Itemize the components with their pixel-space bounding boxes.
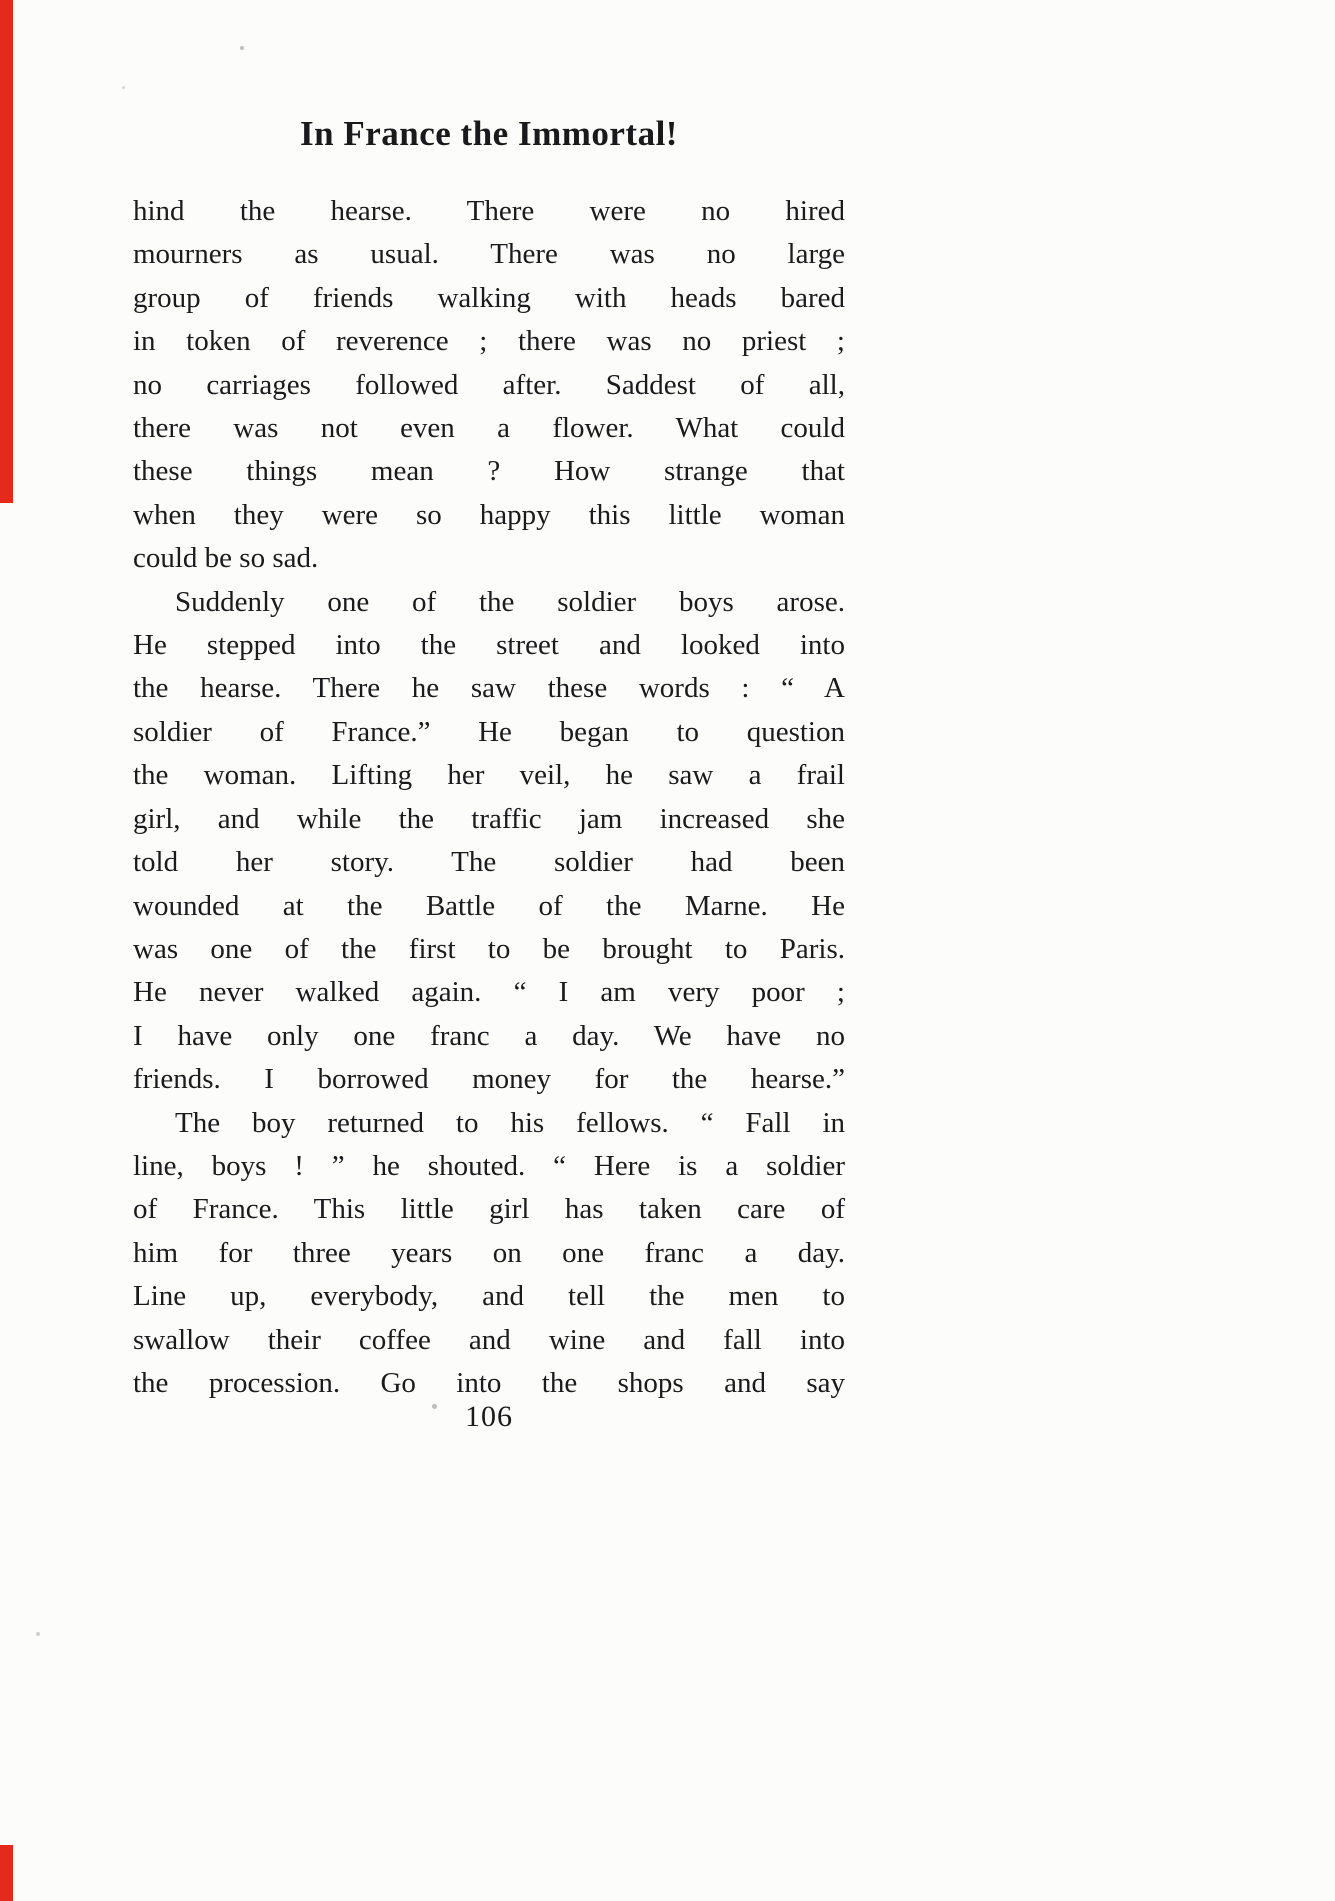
text-line: when they were so happy this little woman	[133, 498, 845, 531]
text-line: line, boys ! ” he shouted. “ Here is a soldier	[133, 1149, 845, 1182]
text-line: I have only one franc a day. We have no	[133, 1019, 845, 1052]
text-line: mourners as usual. There was no large	[133, 238, 845, 271]
text-line: friends. I borrowed money for the hearse.”	[133, 1063, 845, 1096]
text-line: him for three years on one franc a day.	[133, 1236, 845, 1269]
scan-artifact-dot	[122, 86, 125, 89]
text-line: Suddenly one of the soldier boys arose.	[175, 585, 845, 618]
text-line: there was not even a flower. What could	[133, 412, 845, 445]
text-line: the procession. Go into the shops and say	[133, 1366, 845, 1399]
text-line: soldier of France.” He began to question	[133, 715, 845, 748]
paragraph	[133, 581, 845, 1102]
paragraph	[133, 1102, 845, 1406]
scan-red-edge-bottom	[0, 1845, 13, 1901]
text-line: The boy returned to his fellows. “ Fall in	[175, 1106, 845, 1139]
text-line: hind the hearse. There were no hired	[133, 195, 845, 227]
text-line: told her story. The soldier had been	[133, 846, 845, 879]
text-line: these things mean ? How strange that	[133, 455, 845, 488]
text-line: group of friends walking with heads bared	[133, 281, 845, 314]
text-line: girl, and while the traffic jam increased she	[133, 802, 845, 835]
text-line: in token of reverence ; there was no priest ;	[133, 325, 845, 358]
text-line: swallow their coffee and wine and fall into	[133, 1323, 845, 1356]
text-line: was one of the first to be brought to Paris.	[133, 932, 845, 965]
text-line: could be so sad.	[133, 542, 319, 575]
scan-red-edge-top	[0, 0, 13, 503]
page-header: In France the Immortal!	[300, 114, 678, 153]
text-line: wounded at the Battle of the Marne. He	[133, 889, 845, 922]
text-line: the hearse. There he saw these words : “ A	[133, 672, 845, 705]
text-line: Line up, everybody, and tell the men to	[133, 1280, 845, 1313]
scan-artifact-dot	[240, 46, 244, 50]
text-line: the woman. Lifting her veil, he saw a frail	[133, 759, 845, 792]
text-line: He stepped into the street and looked into	[133, 629, 845, 662]
text-line: no carriages followed after. Saddest of all,	[133, 368, 845, 401]
text-block	[133, 112, 845, 1439]
paragraph	[133, 190, 845, 581]
scan-artifact-dot	[36, 1632, 40, 1636]
text-line: of France. This little girl has taken care of	[133, 1193, 845, 1226]
text-line: He never walked again. “ I am very poor ;	[133, 976, 845, 1009]
page-number: 106	[465, 1400, 513, 1434]
